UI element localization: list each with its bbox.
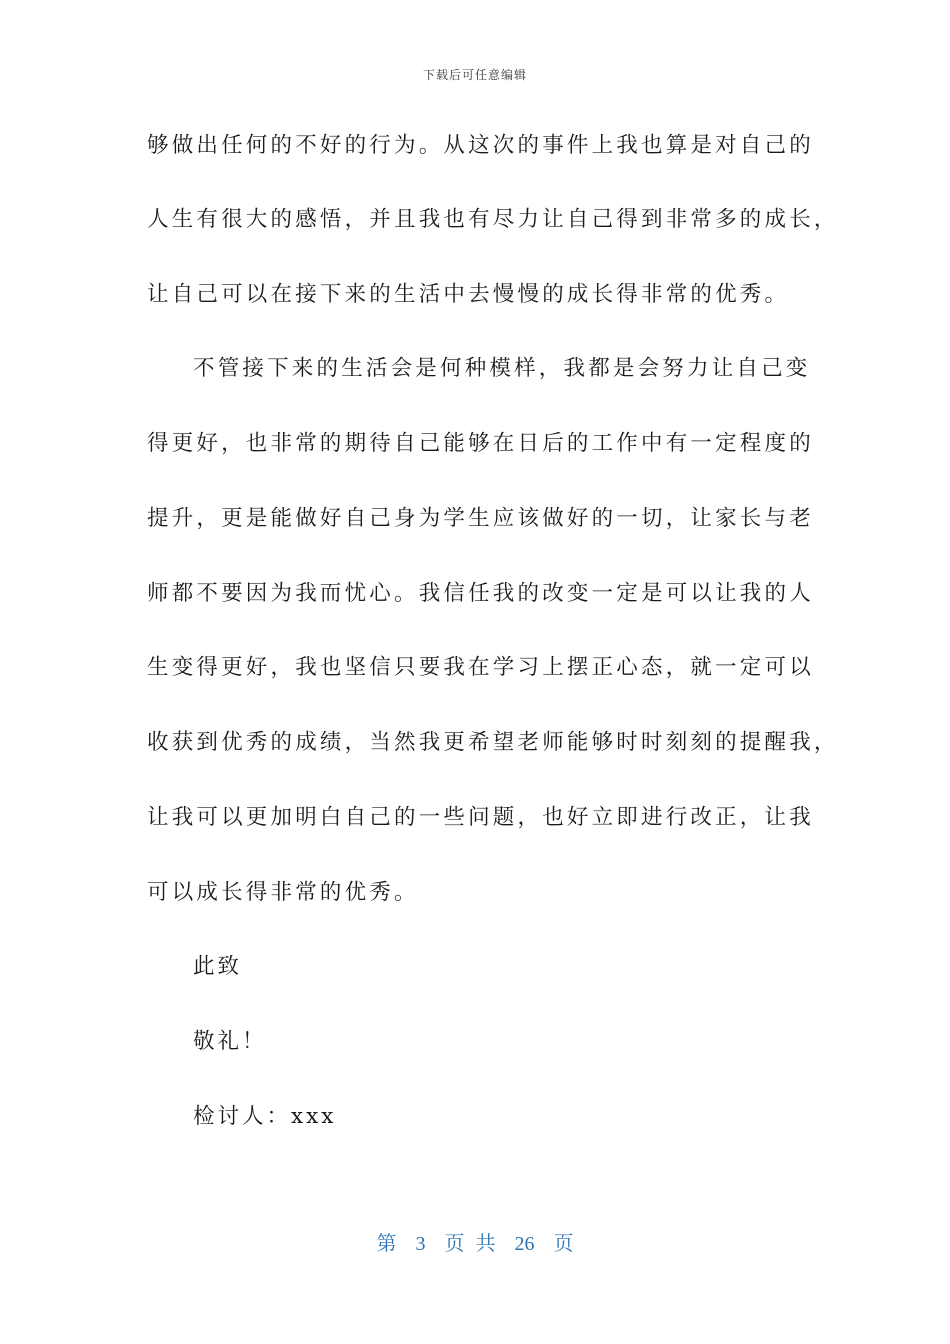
body-line-7: 师都不要因为我而忧心。我信任我的改变一定是可以让我的人 <box>147 581 814 606</box>
regards: 敬礼！ <box>193 1029 267 1054</box>
page-prefix: 第 <box>376 1233 397 1255</box>
page-footer <box>0 1227 950 1256</box>
body-line-6: 提升，更是能做好自己身为学生应该做好的一切，让家长与老 <box>147 506 814 531</box>
body-line-5: 得更好，也非常的期待自己能够在日后的工作中有一定程度的 <box>147 431 814 456</box>
header-note: 下载后可任意编辑 <box>422 68 527 82</box>
body-line-8: 生变得更好，我也坚信只要我在学习上摆正心态，就一定可以 <box>147 655 814 680</box>
body-line-9: 收获到优秀的成绩，当然我更希望老师能够时时刻刻的提醒我， <box>147 730 839 755</box>
body-line-10: 让我可以更加明白自己的一些问题，也好立即进行改正，让我 <box>147 805 814 830</box>
total-pages: 26 <box>514 1233 535 1255</box>
page-mid: 页 共 <box>444 1233 496 1255</box>
page-number: 3 <box>415 1233 426 1255</box>
page-suffix: 页 <box>553 1233 574 1255</box>
body-line-4: 不管接下来的生活会是何种模样，我都是会努力让自己变 <box>193 356 811 381</box>
body-line-2: 人生有很大的感悟，并且我也有尽力让自己得到非常多的成长， <box>147 207 839 232</box>
salutation: 此致 <box>193 954 243 979</box>
body-line-3: 让自己可以在接下来的生活中去慢慢的成长得非常的优秀。 <box>147 282 790 307</box>
body-line-11: 可以成长得非常的优秀。 <box>147 880 419 905</box>
body-line-1: 够做出任何的不好的行为。从这次的事件上我也算是对自己的 <box>147 133 814 158</box>
signature: 检讨人：xxx <box>193 1104 337 1129</box>
